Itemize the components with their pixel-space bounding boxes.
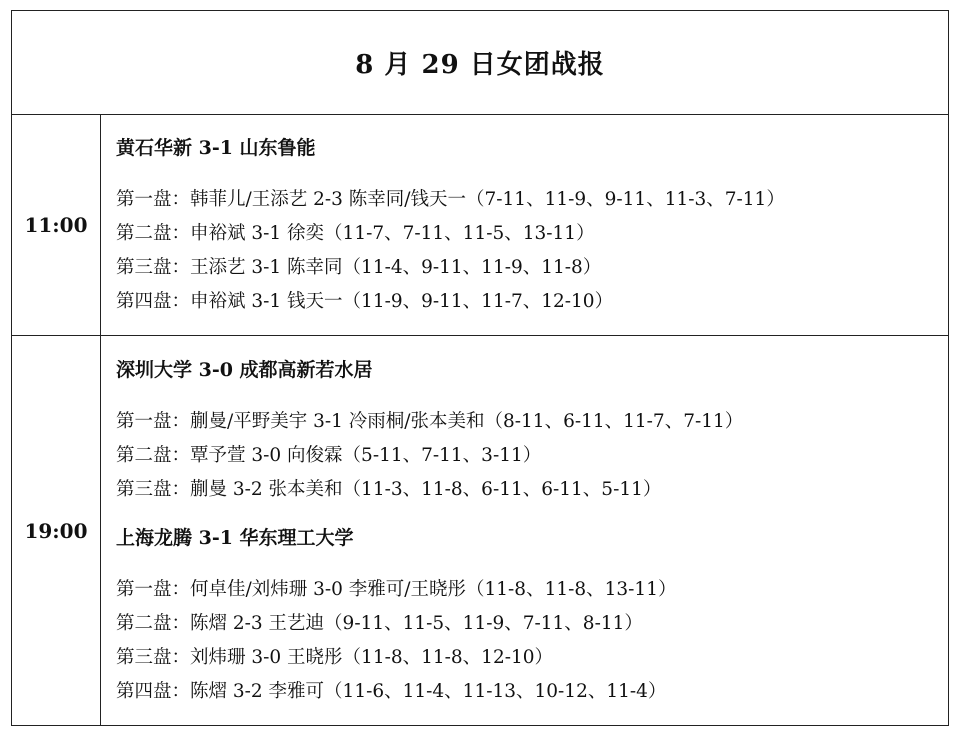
game-list xyxy=(116,183,948,319)
session-row-morning xyxy=(12,114,948,336)
game-list xyxy=(116,405,948,507)
session-row-evening xyxy=(12,336,948,725)
session-time: 11:00 xyxy=(12,114,101,335)
game-result: 第二盘：陈熠 2-3 王艺迪（9-11、11-5、11-9、7-11、8-11） xyxy=(116,613,643,634)
session-content xyxy=(101,114,948,335)
game-result: 第一盘：何卓佳/刘炜珊 3-0 李雅可/王晓彤（11-8、11-8、13-11） xyxy=(116,579,677,600)
game-list xyxy=(116,573,948,709)
game-result: 第三盘：蒯曼 3-2 张本美和（11-3、11-8、6-11、6-11、5-11） xyxy=(116,479,662,500)
game-result: 第三盘：王添艺 3-1 陈幸同（11-4、9-11、11-9、11-8） xyxy=(116,257,602,278)
match-block xyxy=(116,355,948,507)
session-content xyxy=(101,336,948,725)
game-result: 第一盘：韩菲儿/王添艺 2-3 陈幸同/钱天一（7-11、11-9、9-11、11-3、7-11） xyxy=(116,189,785,210)
game-result: 第一盘：蒯曼/平野美宇 3-1 冷雨桐/张本美和（8-11、6-11、11-7、7-11） xyxy=(116,411,744,432)
match-headline: 上海龙腾 3-1 华东理工大学 xyxy=(116,527,354,549)
match-headline: 深圳大学 3-0 成都高新若水居 xyxy=(116,359,373,381)
match-block xyxy=(116,523,948,709)
report-title: 8 月 29 日女团战报 xyxy=(355,50,605,80)
session-time: 19:00 xyxy=(12,336,101,725)
game-result: 第四盘：申裕斌 3-1 钱天一（11-9、9-11、11-7、12-10） xyxy=(116,291,614,312)
game-result: 第二盘：申裕斌 3-1 徐奕（11-7、7-11、11-5、13-11） xyxy=(116,223,595,244)
game-result: 第三盘：刘炜珊 3-0 王晓彤（11-8、11-8、12-10） xyxy=(116,647,554,668)
game-result: 第二盘：覃予萱 3-0 向俊霖（5-11、7-11、3-11） xyxy=(116,445,542,466)
game-result: 第四盘：陈熠 3-2 李雅可（11-6、11-4、11-13、10-12、11-4） xyxy=(116,681,667,702)
match-headline: 黄石华新 3-1 山东鲁能 xyxy=(116,137,316,159)
match-report-table xyxy=(11,10,949,726)
match-block xyxy=(116,133,948,319)
title-row xyxy=(12,11,948,115)
